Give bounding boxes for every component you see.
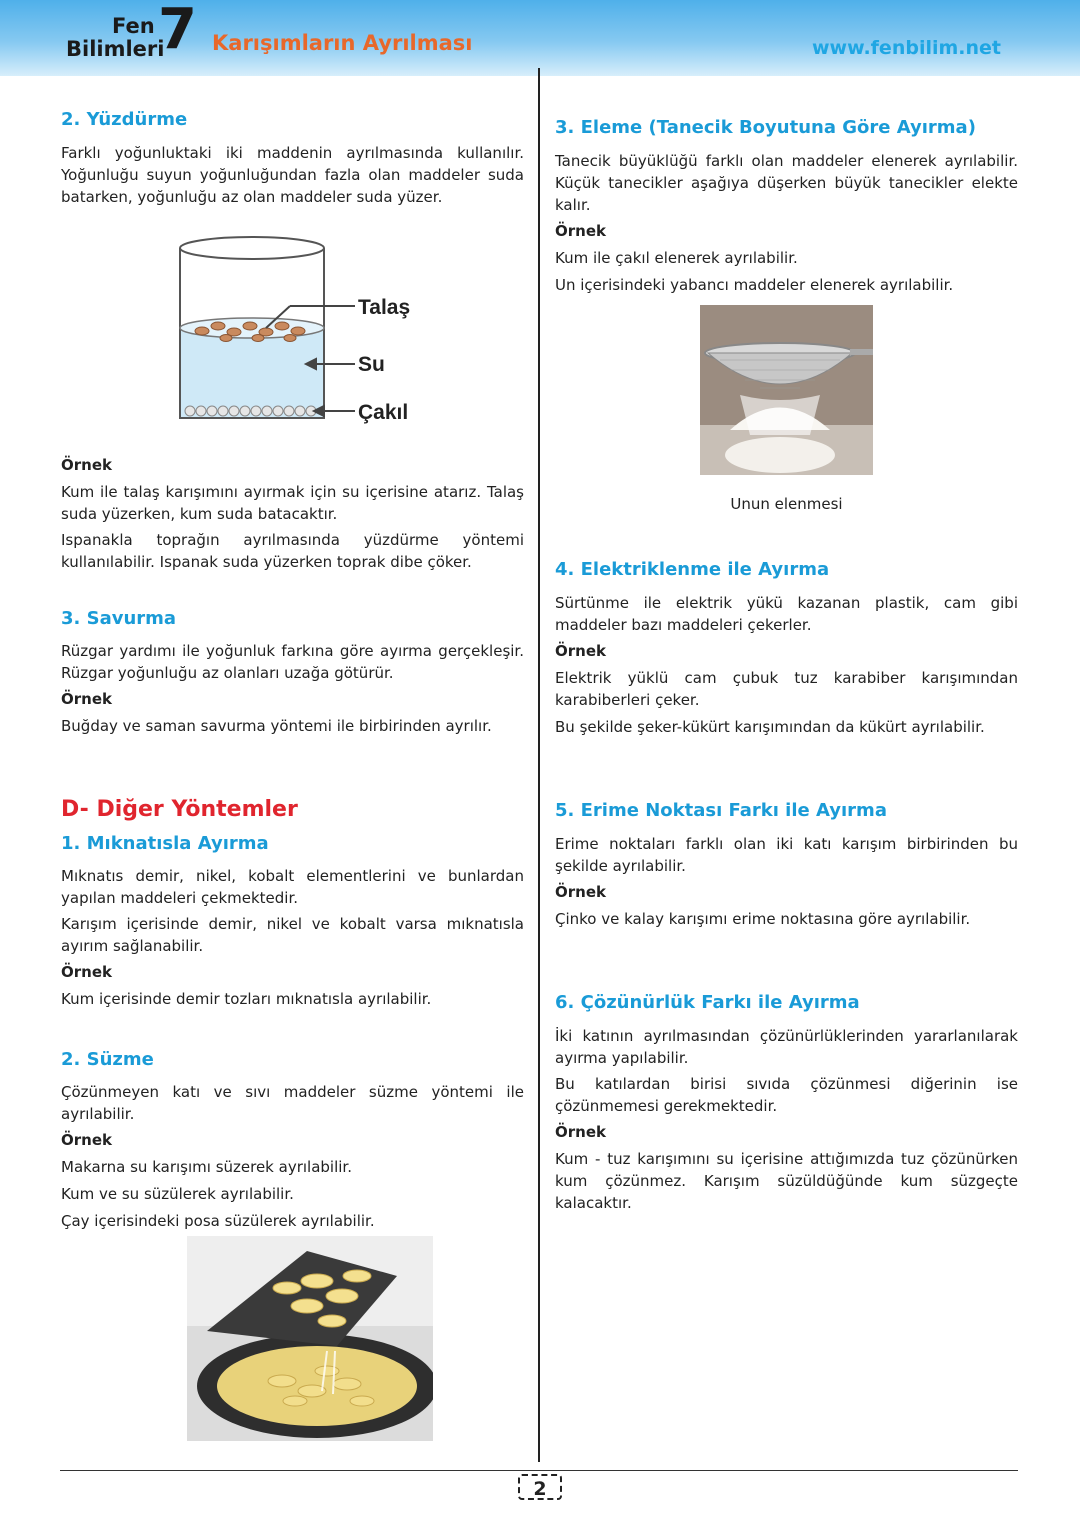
website-link[interactable]: www.fenbilim.net [812, 37, 1001, 59]
section-suzme [61, 1048, 524, 1232]
eleme-example-1: Kum ile çakıl elenerek ayrılabilir. [555, 249, 798, 267]
eleme-example-2: Un içerisindeki yabancı maddeler elenerek ayrılabilir. [555, 276, 954, 294]
section-cozunurluk [555, 991, 1018, 1214]
suzme-example-1: Makarna su karışımı süzerek ayrılabilir. [61, 1158, 352, 1176]
label-su: Su [358, 353, 385, 376]
savurma-example-1: Buğday ve saman savurma yöntemi ile birbirinden ayrılır. [61, 717, 492, 735]
page-title: Karışımların Ayrılması [212, 31, 473, 55]
heading-suzme: 2. Süzme [61, 1049, 154, 1070]
yuzdurme-examples [61, 454, 524, 573]
page-number: 2 [518, 1474, 562, 1500]
cozunurluk-text-1: İki katının ayrılmasından çözünürlüklerinden yararlanılarak ayırma yapılabilir. [555, 1027, 1018, 1067]
elektriklenme-example-1: Elektrik yüklü cam çubuk tuz karabiber karışımından karabiberleri çeker. [555, 669, 1018, 709]
section-eleme [555, 116, 1018, 296]
heading-cozunurluk: 6. Çözünürlük Farkı ile Ayırma [555, 992, 860, 1013]
elektriklenme-example-2: Bu şekilde şeker-kükürt karışımından da kükürt ayrılabilir. [555, 718, 985, 736]
erime-example-1: Çinko ve kalay karışımı erime noktasına göre ayrılabilir. [555, 910, 971, 928]
yuzdurme-example-2: Ispanakla toprağın ayrılmasında yüzdürme yöntemi kullanılabilir. Ispanak suda yüzerken toprak dibe çöker. [61, 531, 524, 571]
heading-elektriklenme: 4. Elektriklenme ile Ayırma [555, 559, 830, 580]
example-label: Örnek [555, 222, 606, 240]
column-divider [538, 68, 540, 1462]
example-label: Örnek [555, 642, 606, 660]
label-talas: Talaş [358, 296, 411, 319]
suzme-example-2: Kum ve su süzülerek ayrılabilir. [61, 1185, 294, 1203]
example-label: Örnek [61, 456, 112, 474]
section-yuzdurme [61, 108, 524, 208]
example-label: Örnek [61, 690, 112, 708]
logo-fen: Fen [112, 14, 155, 38]
suzme-example-3: Çay içerisindeki posa süzülerek ayrılabilir. [61, 1212, 375, 1230]
heading-miknatis: 1. Mıknatısla Ayırma [61, 833, 269, 854]
eleme-text: Tanecik büyüklüğü farklı olan maddeler elenerek ayrılabilir. Küçük tanecikler aşağıya düşerken büyük tanecikler elekte kalır. [555, 152, 1018, 214]
savurma-text: Rüzgar yardımı ile yoğunluk farkına göre ayırma gerçekleşir. Rüzgar yoğunluğu az olanları uzağa götürür. [61, 642, 524, 682]
heading-eleme: 3. Eleme (Tanecik Boyutuna Göre Ayırma) [555, 117, 976, 138]
label-cakil: Çakıl [358, 401, 409, 424]
heading-erime-noktasi: 5. Erime Noktası Farkı ile Ayırma [555, 800, 887, 821]
heading-savurma: 3. Savurma [61, 608, 177, 629]
miknatis-text-2: Karışım içerisinde demir, nikel ve kobalt varsa mıknatısla ayırım sağlanabilir. [61, 915, 524, 955]
elektriklenme-text: Sürtünme ile elektrik yükü kazanan plastik, cam gibi maddeler bazı maddeleri çekerler. [555, 594, 1018, 634]
cozunurluk-text-2: Bu katılardan birisi sıvıda çözünmesi diğerinin ise çözünmemesi gerekmektedir. [555, 1075, 1018, 1115]
heading-yuzdurme: 2. Yüzdürme [61, 109, 188, 130]
logo-bilimleri: Bilimleri [66, 37, 165, 61]
yuzdurme-diagram [170, 228, 430, 428]
example-label: Örnek [61, 963, 112, 981]
example-label: Örnek [555, 883, 606, 901]
footer-rule [60, 1470, 1018, 1471]
section-elektriklenme [555, 558, 1018, 738]
logo-grade: 7 [158, 0, 197, 62]
flour-sieve-caption: Unun elenmesi [730, 495, 843, 513]
cozunurluk-example-1: Kum - tuz karışımını su içerisine attığımızda tuz çözünürken kum çözünmez. Karışım süzüldüğünde kum süzgeçte kalacaktır. [555, 1150, 1018, 1212]
yuzdurme-text: Farklı yoğunluktaki iki maddenin ayrılmasında kullanılır. Yoğunluğu suyun yoğunluğundan fazla olan maddeler suda batarken, yoğunluğu az olan maddeler suda yüzer. [61, 144, 524, 206]
section-diger-yontemler [61, 796, 524, 1010]
suzme-text: Çözünmeyen katı ve sıvı maddeler süzme yöntemi ile ayrılabilir. [61, 1083, 524, 1123]
miknatis-text-1: Mıknatıs demir, nikel, kobalt elementlerini ve bunlardan yapılan maddeleri çekmektedir. [61, 867, 524, 907]
example-label: Örnek [555, 1123, 606, 1141]
erime-text: Erime noktaları farklı olan iki katı karışım birbirinden bu şekilde ayrılabilir. [555, 835, 1018, 875]
yuzdurme-example-1: Kum ile talaş karışımını ayırmak için su içerisine atarız. Talaş suda yüzerken, kum suda batacaktır. [61, 483, 524, 523]
water-fill [180, 328, 324, 418]
section-erime-noktasi [555, 799, 1018, 930]
flour-sieve-photo [700, 305, 873, 475]
miknatis-example-1: Kum içerisinde demir tozları mıknatısla ayrılabilir. [61, 990, 432, 1008]
example-label: Örnek [61, 1131, 112, 1149]
pasta-strainer-photo [187, 1236, 433, 1441]
section-savurma [61, 607, 524, 737]
heading-diger-yontemler: D- Diğer Yöntemler [61, 797, 298, 822]
page-header [0, 0, 1080, 76]
